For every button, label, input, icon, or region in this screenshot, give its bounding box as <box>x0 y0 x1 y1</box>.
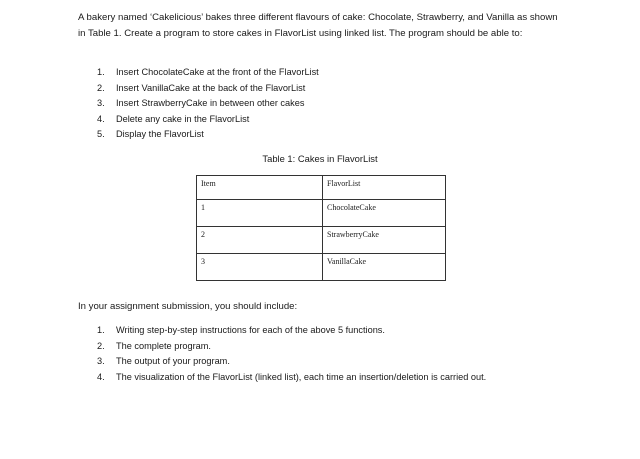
list-item <box>97 127 319 143</box>
item-cell: 2 <box>197 227 323 254</box>
submission-heading: In your assignment submission, you should include: <box>78 301 298 312</box>
table-header-row <box>197 176 446 200</box>
list-item-text: Insert VanillaCake at the back of the FlavorList <box>116 82 306 93</box>
table-row <box>197 254 446 281</box>
list-item <box>97 339 486 355</box>
list-number: 4. <box>97 371 105 382</box>
list-item-text: Display the FlavorList <box>116 129 204 140</box>
item-cell: 3 <box>197 254 323 281</box>
list-number: 1. <box>97 67 105 77</box>
submission-list <box>97 323 486 385</box>
list-number: 5. <box>97 129 105 140</box>
list-item-text: The complete program. <box>116 340 211 351</box>
table-row <box>197 227 446 254</box>
list-number: 2. <box>97 340 105 351</box>
list-number: 3. <box>97 98 105 109</box>
requirements-list <box>97 65 319 143</box>
list-item-text: The visualization of the FlavorList (linked list), each time an insertion/deletion is carried out. <box>116 371 487 382</box>
table-row <box>197 200 446 227</box>
flavor-cell: VanillaCake <box>323 254 446 281</box>
list-item <box>97 112 319 128</box>
table-caption: Table 1: Cakes in FlavorList <box>262 153 378 164</box>
cakes-table <box>196 175 446 281</box>
item-cell: 1 <box>197 200 323 227</box>
list-number: 4. <box>97 113 105 124</box>
column-header-flavorlist: FlavorList <box>323 176 446 200</box>
intro-paragraph: A bakery named ‘Cakelicious’ bakes three different flavours of cake: Chocolate, Strawberry, and Vanilla as shown in Table 1. Create a program to store cakes in FlavorList using linked list. The program should be able to: <box>78 12 558 39</box>
list-item <box>97 323 486 339</box>
flavor-cell: StrawberryCake <box>323 227 446 254</box>
list-item <box>97 96 319 112</box>
list-item-text: Insert StrawberryCake in between other cakes <box>116 98 305 109</box>
list-item <box>97 65 319 81</box>
list-item <box>97 354 486 370</box>
list-item-text: The output of your program. <box>116 356 230 367</box>
list-number: 2. <box>97 82 105 93</box>
flavor-cell: ChocolateCake <box>323 200 446 227</box>
list-item-text: Delete any cake in the FlavorList <box>116 113 250 124</box>
list-number: 3. <box>97 356 105 367</box>
list-item-text: Writing step-by-step instructions for each of the above 5 functions. <box>116 325 385 335</box>
list-item <box>97 370 486 386</box>
list-item <box>97 81 319 97</box>
list-item-text: Insert ChocolateCake at the front of the FlavorList <box>116 67 319 77</box>
list-number: 1. <box>97 325 105 335</box>
column-header-item: Item <box>197 176 323 200</box>
